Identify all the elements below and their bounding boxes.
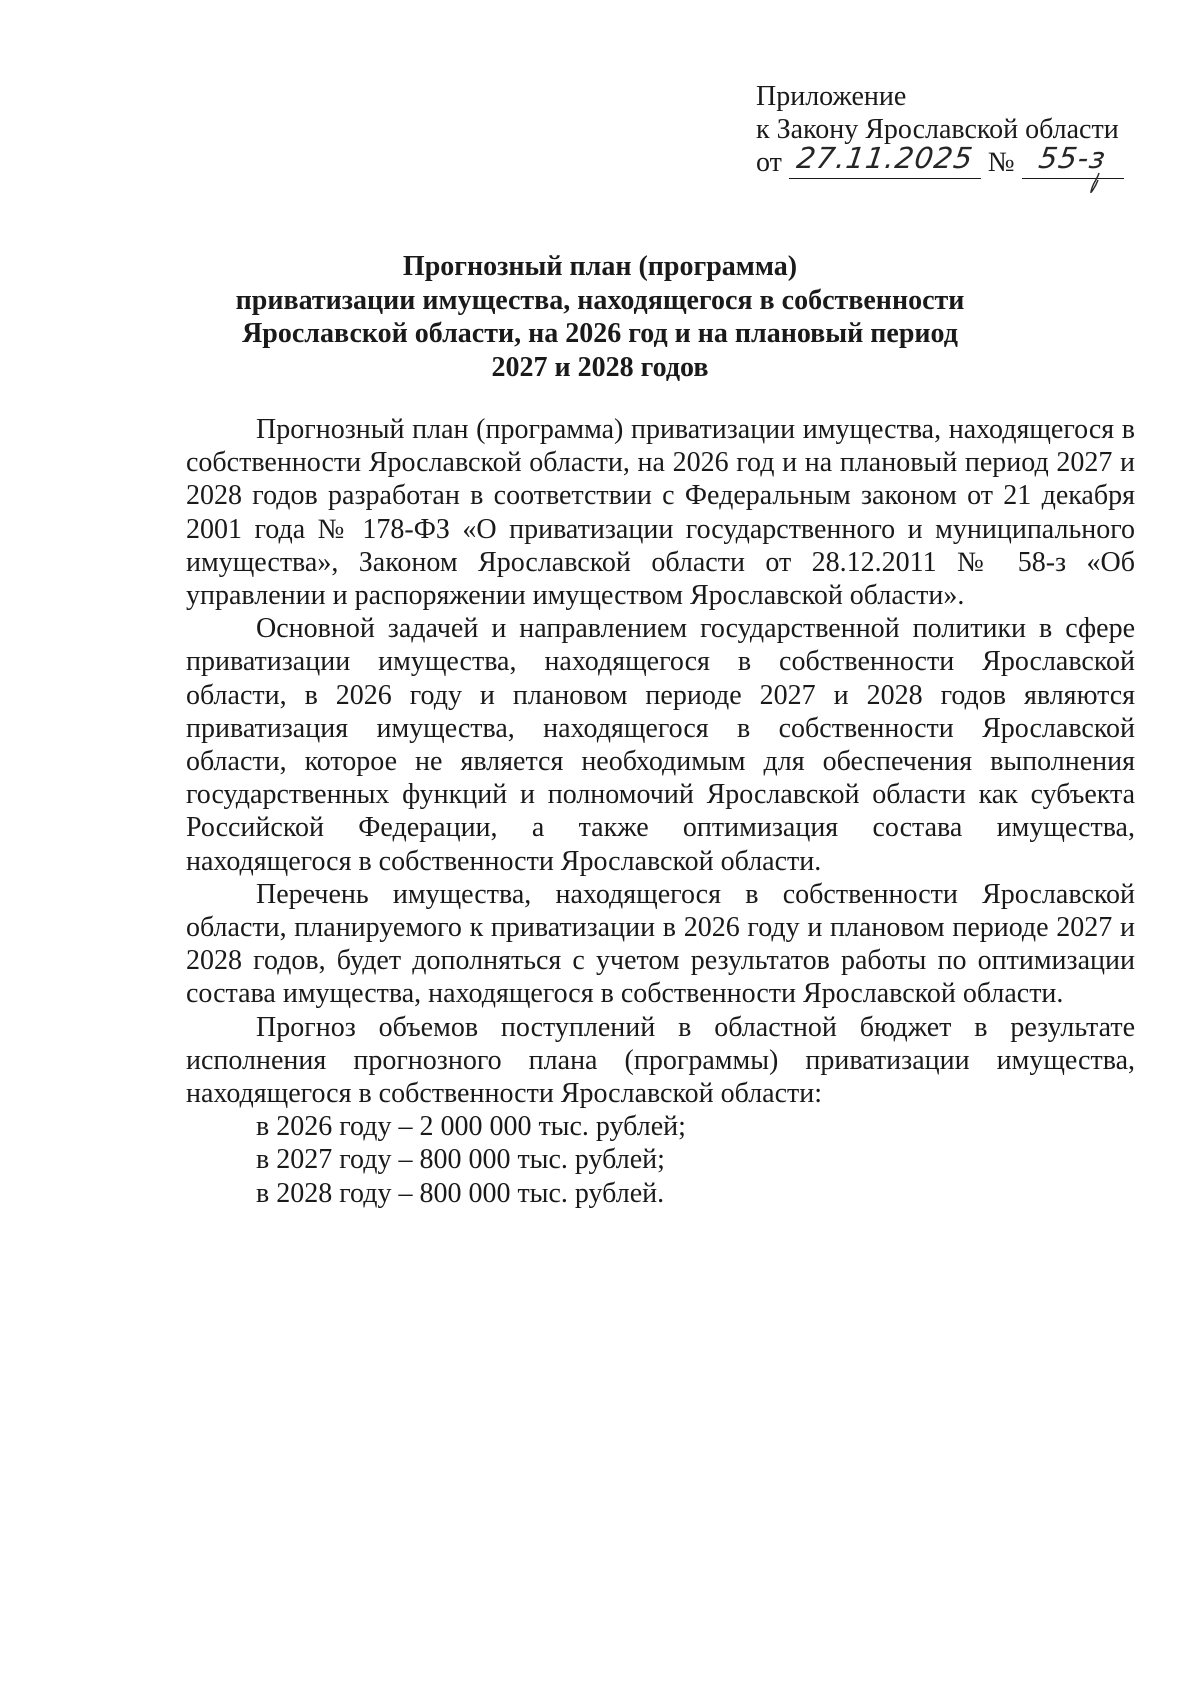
date-field xyxy=(789,141,981,179)
date-prefix: от xyxy=(756,147,782,178)
paragraph: Перечень имущества, находящегося в собственности Ярославской области, планируемого к приватизации в 2026 году и плановом периоде 2027 и 2028 годов, будет дополняться с учетом результатов работы по оптимизации состава имущества, находящегося в собственности Ярославской области. xyxy=(186,878,1135,1010)
handwritten-date: 27.11.2025 xyxy=(794,141,976,175)
handwriting-stroke-icon xyxy=(1086,172,1102,194)
number-field xyxy=(1022,141,1124,179)
title-line: 2027 и 2028 годов xyxy=(491,351,709,383)
forecast-item: в 2027 году – 800 000 тыс. рублей; xyxy=(256,1144,665,1176)
forecast-item: в 2026 году – 2 000 000 тыс. рублей; xyxy=(256,1111,686,1143)
forecast-item: в 2028 году – 800 000 тыс. рублей. xyxy=(256,1177,665,1209)
appendix-date-number-line xyxy=(756,141,1156,179)
title-line: Ярославской области, на 2026 год и на плановый период xyxy=(242,318,958,349)
paragraph: Основной задачей и направлением государственной политики в сфере приватизации имущества, находящегося в собственности Ярославской области, в 2026 году и плановом периоде 2027 и 2028 годов являются приватизация имущества, находящегося в собственности Ярославской области, которое не является необходимым для обеспечения выполнения государственных функций и полномочий Ярославской области как субъекта Российской Федерации, а также оптимизация состава имущества, находящегося в собственности Ярославской области. xyxy=(186,613,1135,877)
document-body xyxy=(186,413,1135,1210)
paragraph: Прогноз объемов поступлений в областной бюджет в результате исполнения прогнозного плана (программы) приватизации имущества, находящегося в собственности Ярославской области: xyxy=(186,1011,1135,1110)
title-line: Прогнозный план (программа) xyxy=(402,251,798,282)
appendix-label: Приложение xyxy=(756,81,907,112)
paragraph: Прогнозный план (программа) приватизации имущества, находящегося в собственности Ярославской области, на 2026 год и на плановый период 2027 и 2028 годов разработан в соответствии с Федеральным законом от 21 декабря 2001 года № 178-ФЗ «О приватизации государственного и муниципального имущества», Законом Ярославской области от 28.12.2011 № 58-з «Об управлении и распоряжении имуществом Ярославской области». xyxy=(186,414,1135,612)
title-line: приватизации имущества, находящегося в собственности xyxy=(235,284,965,316)
appendix-law-reference: к Закону Ярославской области xyxy=(756,114,1119,145)
appendix-header xyxy=(756,80,1156,179)
document-title xyxy=(180,250,1020,384)
handwritten-number: 55-з xyxy=(1036,141,1109,175)
number-prefix: № xyxy=(987,147,1015,178)
